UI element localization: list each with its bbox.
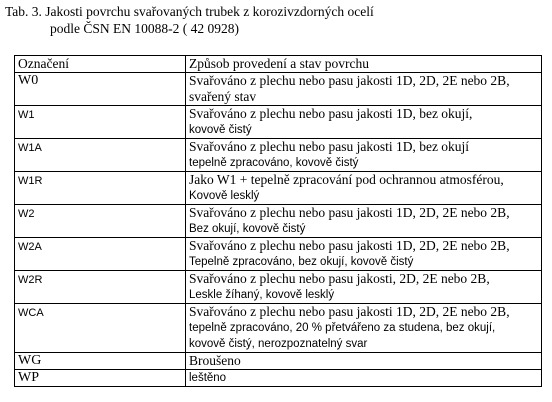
description-line: Tepelně zpracováno, bez okují, kovově čistý bbox=[189, 256, 414, 268]
description-line: Svařováno z plechu nebo pasu jakosti 1D, 2D, 2E nebo 2B, bbox=[189, 304, 510, 319]
header-description: Způsob provedení a stav povrchu bbox=[186, 56, 542, 73]
table-caption bbox=[5, 3, 374, 37]
description-line: tepelně zpracováno, 20 % přetvářeno za studena, bez okují, bbox=[189, 322, 496, 334]
row-description bbox=[186, 370, 542, 387]
row-code: WCA bbox=[15, 304, 186, 353]
description-line: kovově čistý bbox=[189, 124, 252, 136]
table-row bbox=[15, 172, 542, 205]
description-line: Svařováno z plechu nebo pasu jakosti 1D, 2D, 2E nebo 2B, bbox=[189, 238, 510, 253]
row-code: W1R bbox=[15, 172, 186, 205]
row-description bbox=[186, 73, 542, 106]
table-row bbox=[15, 238, 542, 271]
description-line: kovově čistý, nerozpoznatelný svar bbox=[189, 338, 368, 350]
row-code: W2A bbox=[15, 238, 186, 271]
table-row bbox=[15, 271, 542, 304]
description-line: Svařováno z plechu nebo pasu jakosti 1D, bez okují, bbox=[189, 106, 473, 121]
row-description bbox=[186, 139, 542, 172]
row-code: W2 bbox=[15, 205, 186, 238]
caption-standard: podle ČSN EN 10088-2 ( 42 0928) bbox=[50, 21, 239, 36]
description-line: Broušeno bbox=[189, 353, 241, 368]
table-row bbox=[15, 205, 542, 238]
row-code: WP bbox=[15, 370, 186, 387]
row-description bbox=[186, 106, 542, 139]
description-line: Bez okují, kovově čistý bbox=[189, 223, 306, 235]
table-row bbox=[15, 73, 542, 106]
row-code: W1 bbox=[15, 106, 186, 139]
row-description bbox=[186, 172, 542, 205]
row-description bbox=[186, 271, 542, 304]
table-row bbox=[15, 353, 542, 370]
row-code: W2R bbox=[15, 271, 186, 304]
table-row bbox=[15, 106, 542, 139]
description-line: Kovově lesklý bbox=[189, 190, 260, 202]
row-description bbox=[186, 205, 542, 238]
header-designation: Označení bbox=[15, 56, 186, 73]
row-description bbox=[186, 304, 542, 353]
caption-title: Tab. 3. Jakosti povrchu svařovaných trubek z korozivzdorných ocelí bbox=[5, 4, 374, 19]
description-line: svařený stav bbox=[189, 89, 257, 104]
row-code: W1A bbox=[15, 139, 186, 172]
row-description bbox=[186, 238, 542, 271]
row-description bbox=[186, 353, 542, 370]
table-header-row bbox=[15, 56, 542, 73]
table-row bbox=[15, 370, 542, 387]
description-line: leštěno bbox=[189, 372, 227, 384]
row-code: W0 bbox=[15, 73, 186, 106]
table-row bbox=[15, 139, 542, 172]
description-line: Svařováno z plechu nebo pasu jakosti 1D, 2D, 2E nebo 2B, bbox=[189, 73, 510, 88]
table-row bbox=[15, 304, 542, 353]
description-line: Svařováno z plechu nebo pasu jakosti 1D, bez okují bbox=[189, 139, 470, 154]
surface-finish-table bbox=[14, 55, 542, 387]
description-line: tepelně zpracováno, kovově čistý bbox=[189, 157, 359, 169]
description-line: Svařováno z plechu nebo pasu jakosti 1D, 2D, 2E nebo 2B, bbox=[189, 205, 510, 220]
description-line: Jako W1 + tepelně zpracování pod ochrannou atmosférou, bbox=[189, 172, 504, 187]
row-code: WG bbox=[15, 353, 186, 370]
description-line: Svařováno z plechu nebo pasu jakosti, 2D, 2E nebo 2B, bbox=[189, 271, 490, 286]
description-line: Leskle žíhaný, kovově lesklý bbox=[189, 289, 335, 301]
